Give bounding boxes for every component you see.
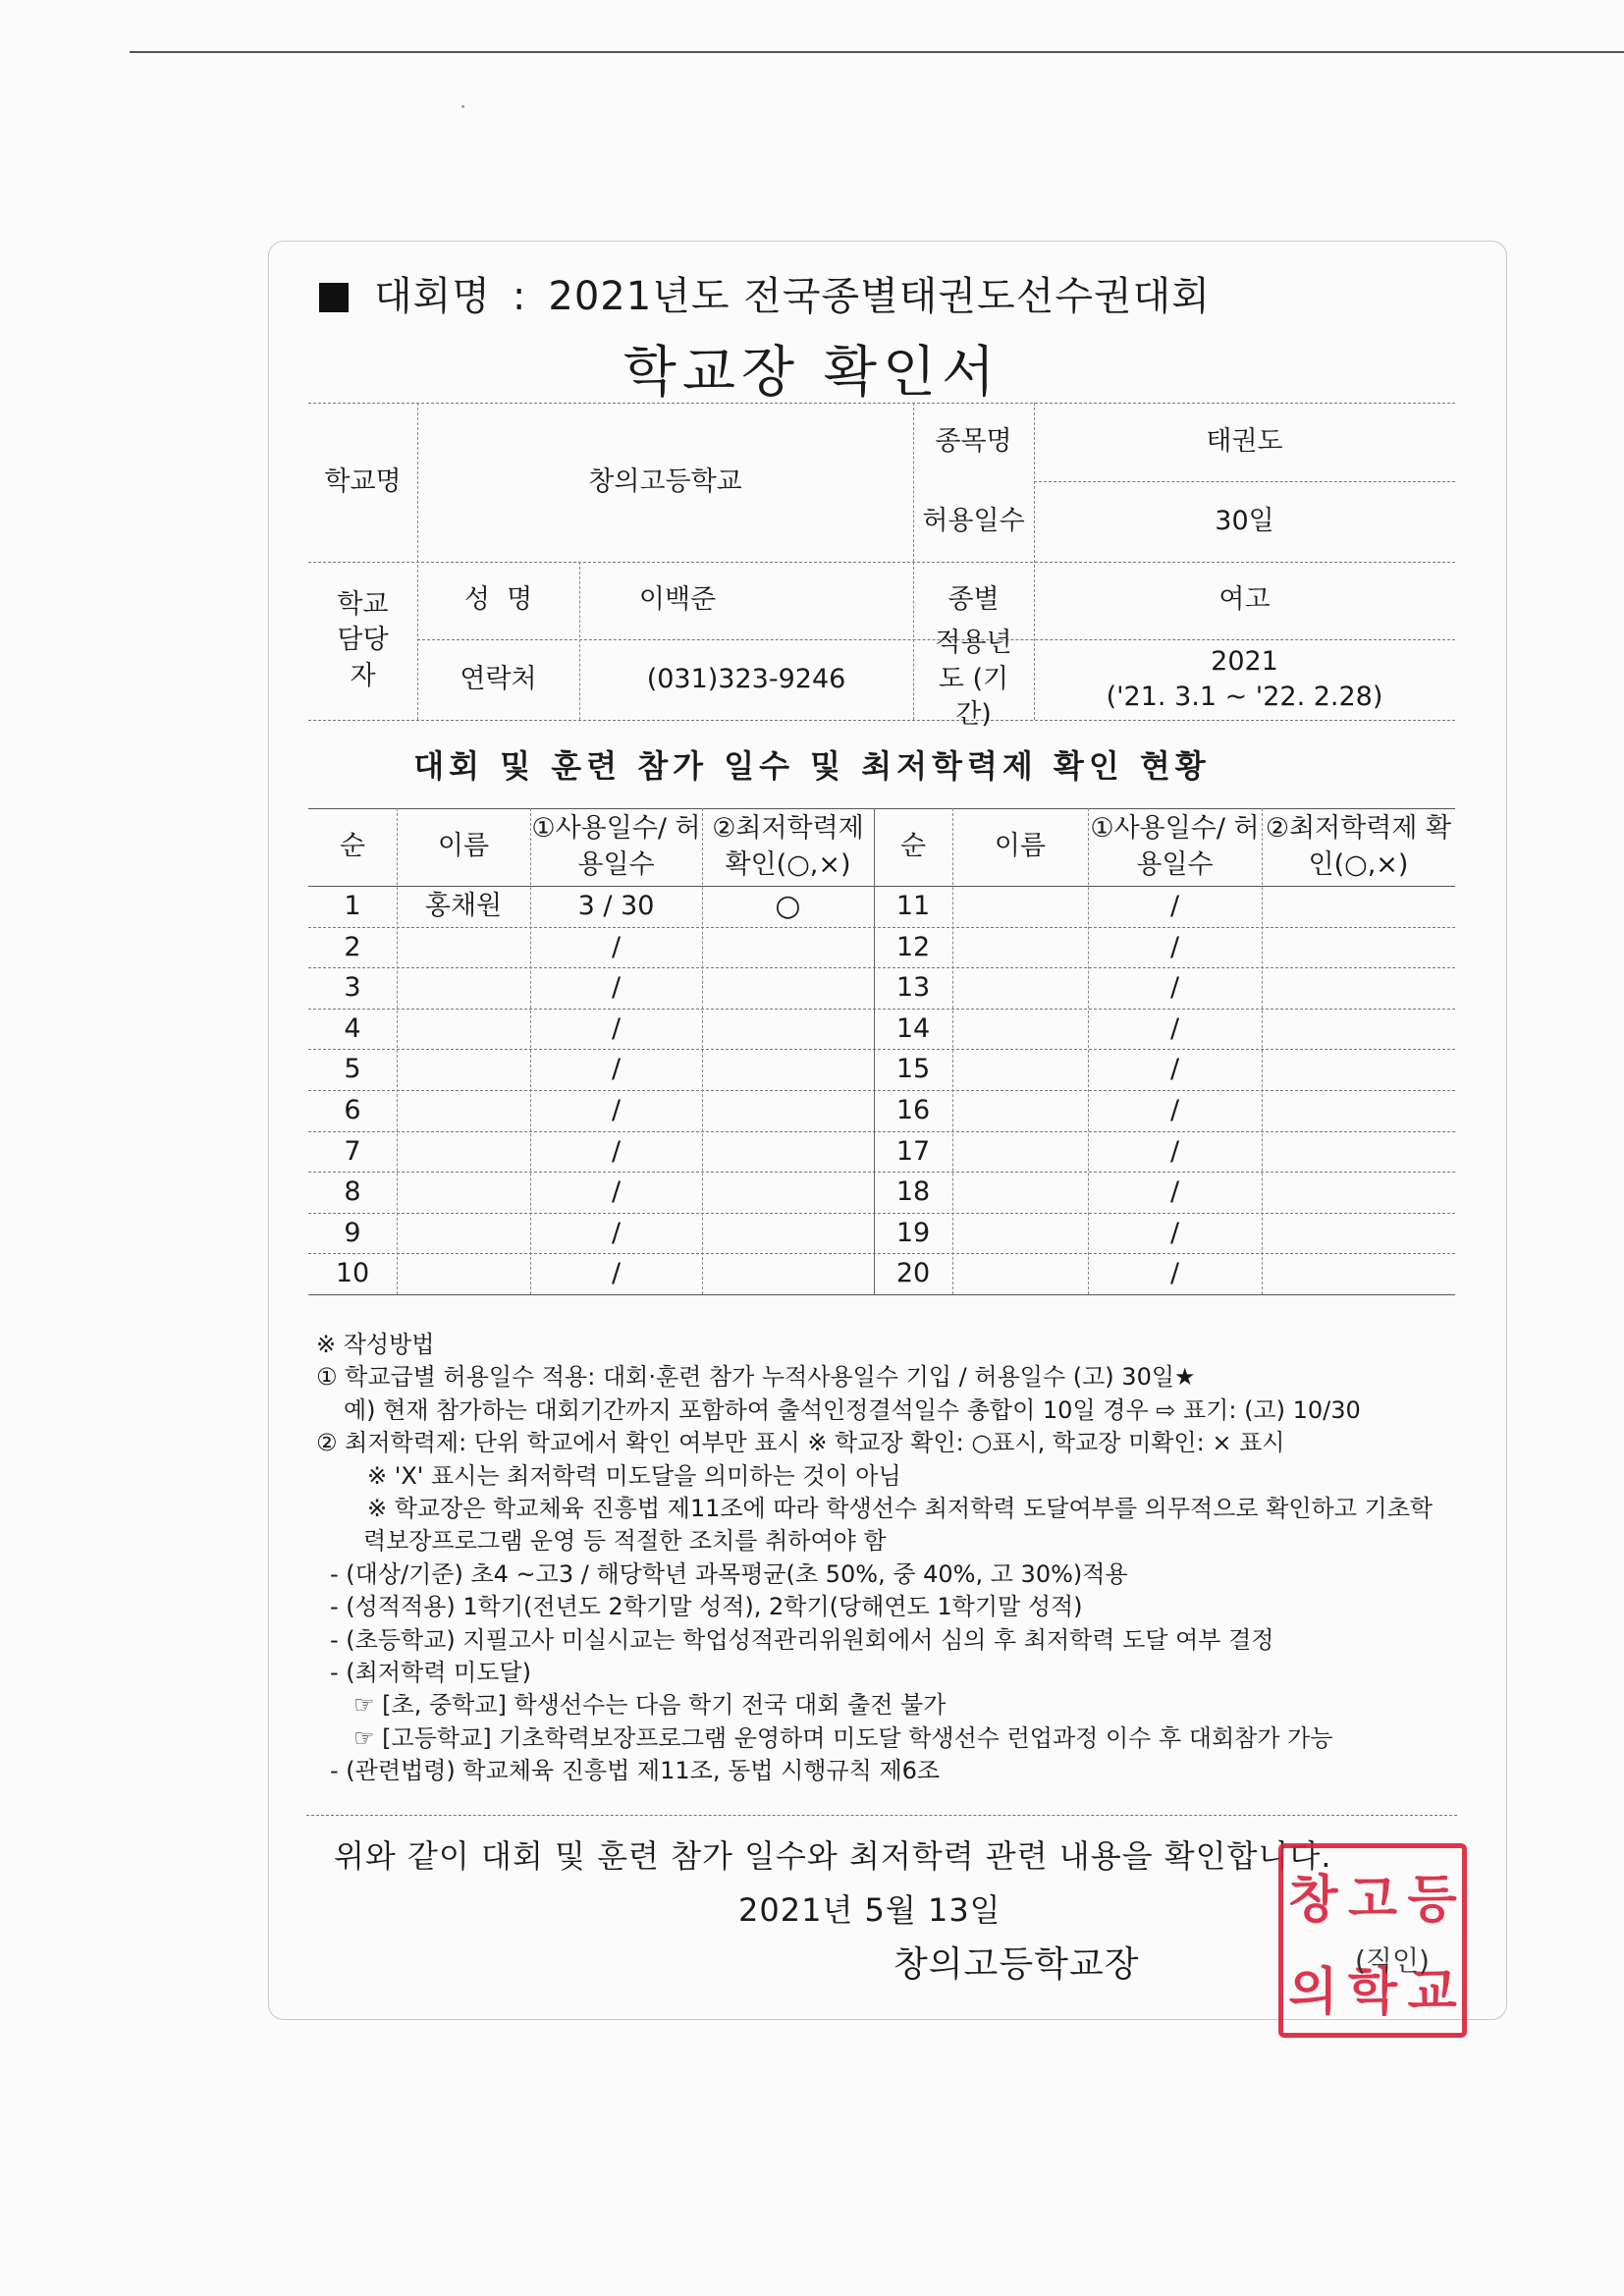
manager-label: 학교 담당자 <box>337 588 389 691</box>
name-value: 이백준 <box>638 584 717 616</box>
row-days-cell: / <box>611 1175 622 1207</box>
row-name-cell <box>397 1213 530 1254</box>
period-range: ('21. 3.1 ~ '22. 2.28) <box>1106 682 1383 712</box>
seal-char: 등 <box>1407 1869 1457 1930</box>
row-no-cell: 20 <box>895 1257 931 1288</box>
event-value: 태권도 <box>1206 425 1283 457</box>
school-value: 창의고등학교 <box>588 465 742 497</box>
row-days-cell: / <box>1169 890 1180 921</box>
header-no-left: 순 <box>339 831 366 862</box>
row-name-cell <box>397 967 530 1009</box>
row-no-cell: 8 <box>344 1175 361 1207</box>
category-value: 여고 <box>1218 584 1271 616</box>
row-no-cell: 14 <box>895 1012 931 1044</box>
row-days-cell: / <box>611 931 622 962</box>
row-no-cell: 15 <box>895 1053 931 1084</box>
issue-date: 2021년 5월 13일 <box>738 1891 1001 1929</box>
note-item: ※ 'X' 표시는 최저학력 미도달을 의미하는 것이 아님 <box>367 1461 901 1490</box>
allowed-days-label: 허용일수 <box>922 505 1025 536</box>
row-min-cell <box>1262 1172 1455 1213</box>
row-min-cell <box>702 967 874 1009</box>
row-min-cell <box>702 1253 874 1294</box>
allowed-days-value: 30일 <box>1215 505 1274 536</box>
row-min-cell <box>1262 1090 1455 1131</box>
row-name-cell <box>397 1253 530 1294</box>
row-min-cell <box>702 1009 874 1050</box>
top-rule <box>130 51 1624 53</box>
row-no-cell: 1 <box>344 890 361 921</box>
seal-char: 학 <box>1347 1961 1398 2022</box>
row-name-cell <box>952 1172 1088 1213</box>
header-name-right: 이름 <box>994 831 1047 862</box>
row-days-cell: / <box>1169 1135 1180 1167</box>
seal-char: 창 <box>1288 1869 1338 1930</box>
note-heading: ※ 작성방법 <box>316 1331 435 1358</box>
note-item: 예) 현재 참가하는 대회기간까지 포함하여 출석인정결석일수 총합이 10일 경우 ⇨ 표기: (고) 10/30 <box>344 1395 1361 1424</box>
principal-signature: 창의고등학교장 <box>893 1944 1140 1985</box>
period-label: 적용년도 (기간) <box>935 628 1012 731</box>
row-days-cell: 3 / 30 <box>577 890 655 921</box>
row-name-cell <box>952 927 1088 968</box>
row-min-cell <box>1262 886 1455 927</box>
row-no-cell: 13 <box>895 971 931 1003</box>
header-days-left: ①사용일수/ 허용일수 <box>531 813 701 880</box>
row-days-cell: / <box>611 1257 622 1288</box>
row-no-cell: 16 <box>895 1094 931 1125</box>
row-no-cell: 5 <box>344 1053 361 1084</box>
row-min-cell <box>1262 1049 1455 1090</box>
confirm-circle-mark: ○ <box>775 888 801 923</box>
row-days-cell: / <box>611 1135 622 1167</box>
note-item: - (대상/기준) 초4 ~고3 / 해당학년 과목평균(초 50%, 중 40%, 고 30%)적용 <box>330 1559 1128 1588</box>
instructions <box>316 1329 1465 1788</box>
row-min-cell <box>1262 1131 1455 1173</box>
square-bullet-icon <box>319 283 349 312</box>
confirm-statement: 위와 같이 대회 및 훈련 참가 일수와 최저학력 관련 내용을 확인합니다. <box>334 1837 1332 1875</box>
row-no-cell: 17 <box>895 1135 931 1167</box>
row-name-cell: 홍채원 <box>424 890 503 921</box>
row-no-cell: 10 <box>335 1257 370 1288</box>
contest-name: 2021년도 전국종별태권도선수권대회 <box>548 274 1211 319</box>
header-min-left: ②최저학력제 확인(○,×) <box>712 813 864 880</box>
row-min-cell <box>1262 1253 1455 1294</box>
row-name-cell <box>952 1049 1088 1090</box>
row-name-cell <box>397 1172 530 1213</box>
seal-note: (직인) <box>1355 1944 1430 1977</box>
event-label: 종목명 <box>935 425 1012 457</box>
header-name-left: 이름 <box>437 831 490 862</box>
contact-value: (031)323-9246 <box>646 663 846 694</box>
row-no-cell: 6 <box>344 1094 361 1125</box>
row-days-cell: / <box>611 971 622 1003</box>
contest-label: 대회명 <box>374 274 491 319</box>
row-name-cell <box>397 1090 530 1131</box>
contact-label: 연락처 <box>460 663 537 694</box>
section-title: 대회 및 훈련 참가 일수 및 최저학력제 확인 현황 <box>413 747 1211 785</box>
seal-char: 교 <box>1407 1961 1457 2022</box>
row-name-cell <box>952 1009 1088 1050</box>
note-item: ☞ [초, 중학교] 학생선수는 다음 학기 전국 대회 출전 불가 <box>353 1691 947 1720</box>
row-min-cell <box>702 1049 874 1090</box>
row-name-cell <box>952 1131 1088 1173</box>
row-name-cell <box>952 1213 1088 1254</box>
category-label: 종별 <box>947 584 1000 616</box>
row-min-cell <box>702 886 874 927</box>
row-days-cell: / <box>1169 1053 1180 1084</box>
row-min-cell <box>702 1131 874 1173</box>
note-item: - (관련법령) 학교체육 진흥법 제11조, 동법 시행규칙 제6조 <box>330 1757 941 1785</box>
note-item: - (초등학교) 지필고사 미실시교는 학업성적관리위원회에서 심의 후 최저학력 도달 여부 결정 <box>330 1625 1274 1654</box>
row-days-cell: / <box>611 1053 622 1084</box>
footer-divider <box>306 1815 1457 1816</box>
contest-line <box>319 267 1211 326</box>
row-days-cell: / <box>611 1217 622 1248</box>
row-days-cell: / <box>1169 1175 1180 1207</box>
row-no-cell: 3 <box>344 971 361 1003</box>
row-days-cell: / <box>1169 931 1180 962</box>
row-min-cell <box>702 1213 874 1254</box>
note-item: ☞ [고등학교] 기초학력보장프로그램 운영하며 미도달 학생선수 런업과정 이수 후 대회참가 가능 <box>353 1723 1333 1752</box>
header-no-right: 순 <box>899 831 927 862</box>
row-days-cell: / <box>1169 971 1180 1003</box>
row-no-cell: 7 <box>344 1135 361 1167</box>
row-name-cell <box>952 967 1088 1009</box>
row-min-cell <box>1262 927 1455 968</box>
period-year: 2021 <box>1211 645 1278 677</box>
row-no-cell: 4 <box>344 1012 361 1044</box>
note-item: - (성적적용) 1학기(전년도 2학기말 성적), 2학기(당해연도 1학기말 성적) <box>330 1593 1083 1621</box>
row-days-cell: / <box>611 1094 622 1125</box>
row-no-cell: 19 <box>895 1217 931 1248</box>
row-name-cell <box>952 1253 1088 1294</box>
contest-colon: : <box>512 274 527 319</box>
row-min-cell <box>702 927 874 968</box>
note-item: ※ 학교장은 학교체육 진흥법 제11조에 따라 학생선수 최저학력 도달여부를 의무적으로 확인하고 기초학 <box>367 1495 1434 1523</box>
seal-char: 의 <box>1288 1961 1338 2022</box>
row-name-cell <box>952 886 1088 927</box>
row-min-cell <box>1262 1213 1455 1254</box>
row-min-cell <box>702 1172 874 1213</box>
scan-speck <box>461 105 464 108</box>
row-name-cell <box>397 1131 530 1173</box>
header-days-right: ①사용일수/ 허용일수 <box>1090 813 1260 880</box>
name-label: 성 명 <box>463 584 533 616</box>
period-value <box>1034 639 1455 720</box>
row-no-cell: 11 <box>895 890 931 921</box>
row-name-cell <box>397 1049 530 1090</box>
row-days-cell: / <box>1169 1217 1180 1248</box>
row-name-cell <box>397 1009 530 1050</box>
school-label: 학교명 <box>324 465 402 497</box>
note-item: - (최저학력 미도달) <box>330 1659 531 1687</box>
row-min-cell <box>1262 967 1455 1009</box>
note-item: ① 학교급별 허용일수 적용: 대회·훈련 참가 누적사용일수 기입 / 허용일수 (고) 30일★ <box>316 1363 1196 1392</box>
row-days-cell: / <box>1169 1094 1180 1125</box>
row-name-cell <box>952 1090 1088 1131</box>
document-title: 학교장 확인서 <box>623 341 1001 405</box>
note-item: 력보장프로그램 운영 등 적절한 조치를 취하여야 함 <box>363 1527 887 1556</box>
row-no-cell: 12 <box>895 931 931 962</box>
row-name-cell <box>397 927 530 968</box>
row-days-cell: / <box>1169 1012 1180 1044</box>
row-days-cell: / <box>1169 1257 1180 1288</box>
row-min-cell <box>1262 1009 1455 1050</box>
row-min-cell <box>702 1090 874 1131</box>
row-no-cell: 9 <box>344 1217 361 1248</box>
row-no-cell: 18 <box>895 1175 931 1207</box>
row-no-cell: 2 <box>344 931 361 962</box>
note-item: ② 최저학력제: 단위 학교에서 확인 여부만 표시 ※ 학교장 확인: ○표시, 학교장 미확인: × 표시 <box>316 1429 1285 1457</box>
header-min-right: ②최저학력제 확인(○,×) <box>1265 813 1452 880</box>
row-days-cell: / <box>611 1012 622 1044</box>
seal-char: 고 <box>1347 1869 1398 1930</box>
